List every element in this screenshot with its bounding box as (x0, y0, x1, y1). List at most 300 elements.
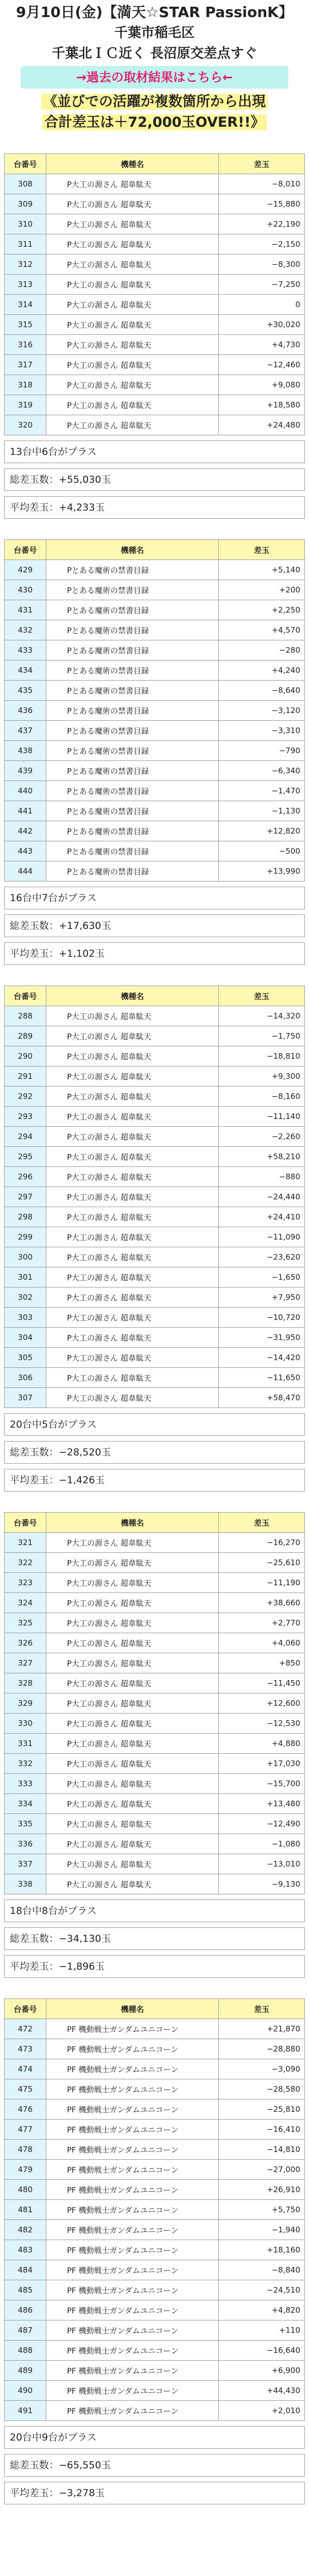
machine-name-cell: P大工の源さん 超韋駄天 (46, 1734, 219, 1754)
total-difference-summary: 総差玉数：−34,130玉 (4, 1927, 305, 1950)
table-row (5, 620, 305, 640)
page-header (0, 0, 309, 133)
machine-number-cell: 334 (5, 1794, 46, 1814)
machine-number-cell: 314 (5, 295, 46, 315)
summary-spacer (4, 937, 305, 942)
machine-number-cell: 316 (5, 335, 46, 355)
table-row (5, 275, 305, 295)
difference-cell: +2,250 (219, 600, 305, 620)
difference-cell: −31,950 (219, 1328, 305, 1348)
header-machine-number: 台番号 (5, 154, 46, 174)
machine-name-cell: PF 機動戦士ガンダムユニコーン (46, 2320, 219, 2341)
average-difference-summary: 平均差玉：+4,233玉 (4, 496, 305, 519)
machine-name-cell: P大工の源さん 超韋駄天 (46, 395, 219, 415)
table-row (5, 1388, 305, 1408)
summary-spacer (4, 2421, 305, 2426)
difference-cell: 0 (219, 295, 305, 315)
machine-number-cell: 306 (5, 1368, 46, 1388)
machine-name-cell: PF 機動戦士ガンダムユニコーン (46, 2120, 219, 2140)
machine-number-cell: 337 (5, 1854, 46, 1874)
machine-number-cell: 336 (5, 1834, 46, 1854)
machine-name-cell: P大工の源さん 超韋駄天 (46, 355, 219, 375)
table-row (5, 721, 305, 741)
difference-cell: +4,880 (219, 1734, 305, 1754)
machine-number-cell: 442 (5, 821, 46, 841)
difference-cell: −3,310 (219, 721, 305, 741)
machine-name-cell: P大工の源さん 超韋駄天 (46, 1388, 219, 1408)
machine-name-cell: Pとある魔術の禁書目録 (46, 681, 219, 701)
table-row (5, 2280, 305, 2300)
machine-number-cell: 483 (5, 2240, 46, 2260)
machine-number-cell: 297 (5, 1187, 46, 1207)
table-row (5, 1308, 305, 1328)
table-row (5, 315, 305, 335)
difference-cell: +200 (219, 580, 305, 600)
difference-cell: +17,030 (219, 1754, 305, 1774)
table-row (5, 375, 305, 395)
machine-name-cell: P大工の源さん 超韋駄天 (46, 1693, 219, 1714)
difference-cell: −12,490 (219, 1814, 305, 1834)
machine-number-cell: 310 (5, 214, 46, 234)
difference-cell: +24,410 (219, 1207, 305, 1227)
machine-number-cell: 440 (5, 781, 46, 801)
table-row (5, 2260, 305, 2280)
table-row (5, 1227, 305, 1247)
machine-name-cell: Pとある魔術の禁書目録 (46, 600, 219, 620)
header-difference: 差玉 (219, 1513, 305, 1533)
table-row (5, 1187, 305, 1207)
machine-number-cell: 434 (5, 660, 46, 681)
table-row (5, 395, 305, 415)
machine-name-cell: P大工の源さん 超韋駄天 (46, 1046, 219, 1066)
header-difference: 差玉 (219, 540, 305, 560)
table-header-row (5, 540, 305, 560)
section-spacer (0, 133, 309, 154)
machine-name-cell: Pとある魔術の禁書目録 (46, 560, 219, 580)
difference-cell: −18,810 (219, 1046, 305, 1066)
machine-number-cell: 300 (5, 1247, 46, 1267)
difference-cell: −12,530 (219, 1714, 305, 1734)
machine-number-cell: 487 (5, 2320, 46, 2341)
difference-cell: −280 (219, 640, 305, 660)
machine-number-cell: 309 (5, 194, 46, 214)
machine-name-cell: P大工の源さん 超韋駄天 (46, 1287, 219, 1308)
machine-name-cell: PF 機動戦士ガンダムユニコーン (46, 2341, 219, 2361)
machine-name-cell: Pとある魔術の禁書目録 (46, 841, 219, 861)
results-sections (0, 133, 309, 2504)
machine-number-cell: 320 (5, 415, 46, 435)
difference-cell: −11,650 (219, 1368, 305, 1388)
machine-name-cell: P大工の源さん 超韋駄天 (46, 194, 219, 214)
machine-number-cell: 325 (5, 1613, 46, 1633)
machine-number-cell: 472 (5, 2019, 46, 2039)
machine-name-cell: P大工の源さん 超韋駄天 (46, 1167, 219, 1187)
machine-number-cell: 298 (5, 1207, 46, 1227)
difference-cell: −10,720 (219, 1308, 305, 1328)
machine-number-cell: 441 (5, 801, 46, 821)
machine-number-cell: 338 (5, 1874, 46, 1894)
table-row (5, 2401, 305, 2421)
machine-name-cell: PF 機動戦士ガンダムユニコーン (46, 2180, 219, 2200)
machine-name-cell: Pとある魔術の禁書目録 (46, 701, 219, 721)
machine-name-cell: P大工の源さん 超韋駄天 (46, 335, 219, 355)
machine-number-cell: 328 (5, 1673, 46, 1693)
machine-number-cell: 480 (5, 2180, 46, 2200)
machine-number-cell: 432 (5, 620, 46, 640)
machine-number-cell: 476 (5, 2099, 46, 2120)
machine-number-cell: 332 (5, 1754, 46, 1774)
difference-cell: −11,090 (219, 1227, 305, 1247)
machine-number-cell: 303 (5, 1308, 46, 1328)
plus-count-summary: 20台中9台がプラス (4, 2426, 305, 2449)
header-difference: 差玉 (219, 986, 305, 1006)
table-row (5, 415, 305, 435)
table-row (5, 1167, 305, 1187)
table-row (5, 660, 305, 681)
difference-cell: +4,730 (219, 335, 305, 355)
difference-cell: −8,300 (219, 255, 305, 275)
section-spacer (0, 1492, 309, 1512)
table-row (5, 1287, 305, 1308)
difference-cell: −1,130 (219, 801, 305, 821)
table-row (5, 2099, 305, 2120)
difference-cell: −16,640 (219, 2341, 305, 2361)
difference-cell: −12,460 (219, 355, 305, 375)
machine-number-cell: 299 (5, 1227, 46, 1247)
difference-cell: −15,700 (219, 1774, 305, 1794)
header-machine-number: 台番号 (5, 540, 46, 560)
header-machine-number: 台番号 (5, 1999, 46, 2019)
table-row (5, 841, 305, 861)
machine-name-cell: Pとある魔術の禁書目録 (46, 741, 219, 761)
summary-spacer (4, 1436, 305, 1441)
machine-name-cell: Pとある魔術の禁書目録 (46, 821, 219, 841)
table-header-row (5, 986, 305, 1006)
difference-cell: −14,320 (219, 1006, 305, 1026)
machine-number-cell: 481 (5, 2200, 46, 2220)
machine-number-cell: 484 (5, 2260, 46, 2280)
table-row (5, 1147, 305, 1167)
difference-cell: +26,910 (219, 2180, 305, 2200)
machine-number-cell: 301 (5, 1267, 46, 1287)
difference-cell: −16,270 (219, 1533, 305, 1553)
difference-cell: −790 (219, 741, 305, 761)
machine-number-cell: 307 (5, 1388, 46, 1408)
plus-count-summary: 16台中7台がプラス (4, 887, 305, 909)
machine-name-cell: PF 機動戦士ガンダムユニコーン (46, 2280, 219, 2300)
table-row (5, 2220, 305, 2240)
difference-cell: −1,080 (219, 1834, 305, 1854)
table-row (5, 2019, 305, 2039)
results-section (4, 986, 305, 1492)
machine-name-cell: P大工の源さん 超韋駄天 (46, 1227, 219, 1247)
machine-number-cell: 439 (5, 761, 46, 781)
table-row (5, 2120, 305, 2140)
machine-number-cell: 478 (5, 2140, 46, 2160)
table-row (5, 2240, 305, 2260)
machine-number-cell: 329 (5, 1693, 46, 1714)
difference-cell: −28,580 (219, 2079, 305, 2099)
machine-name-cell: P大工の源さん 超韋駄天 (46, 255, 219, 275)
average-difference-summary: 平均差玉：−1,426玉 (4, 1469, 305, 1492)
machine-number-cell: 475 (5, 2079, 46, 2099)
table-row (5, 2180, 305, 2200)
machine-name-cell: Pとある魔術の禁書目録 (46, 620, 219, 640)
table-row (5, 1734, 305, 1754)
table-row (5, 1653, 305, 1673)
table-row (5, 2381, 305, 2401)
machine-name-cell: P大工の源さん 超韋駄天 (46, 1247, 219, 1267)
table-row (5, 1673, 305, 1693)
machine-name-cell: PF 機動戦士ガンダムユニコーン (46, 2160, 219, 2180)
machine-number-cell: 335 (5, 1814, 46, 1834)
machine-number-cell: 324 (5, 1593, 46, 1613)
machine-number-cell: 305 (5, 1348, 46, 1368)
difference-cell: +13,480 (219, 1794, 305, 1814)
table-row (5, 1613, 305, 1633)
machine-number-cell: 474 (5, 2059, 46, 2079)
machine-number-cell: 491 (5, 2401, 46, 2421)
machine-name-cell: P大工の源さん 超韋駄天 (46, 1573, 219, 1593)
average-difference-summary: 平均差玉：+1,102玉 (4, 942, 305, 965)
average-difference-summary: 平均差玉：−1,896玉 (4, 1955, 305, 1978)
machine-number-cell: 438 (5, 741, 46, 761)
machine-name-cell: P大工の源さん 超韋駄天 (46, 1348, 219, 1368)
summary-spacer (4, 463, 305, 468)
machine-number-cell: 290 (5, 1046, 46, 1066)
summary-spacer (4, 882, 305, 887)
machine-number-cell: 323 (5, 1573, 46, 1593)
table-row (5, 1533, 305, 1553)
summary-spacer (4, 491, 305, 496)
difference-cell: −1,470 (219, 781, 305, 801)
table-row (5, 560, 305, 580)
machine-number-cell: 312 (5, 255, 46, 275)
difference-cell: −24,510 (219, 2280, 305, 2300)
machine-name-cell: PF 機動戦士ガンダムユニコーン (46, 2059, 219, 2079)
difference-cell: +5,750 (219, 2200, 305, 2220)
difference-cell: +4,820 (219, 2300, 305, 2320)
table-row (5, 681, 305, 701)
summary-spacer (4, 1950, 305, 1955)
machine-name-cell: P大工の源さん 超韋駄天 (46, 1533, 219, 1553)
header-machine-name: 機種名 (46, 1513, 219, 1533)
section-spacer (0, 519, 309, 539)
machine-number-cell: 430 (5, 580, 46, 600)
machine-number-cell: 313 (5, 275, 46, 295)
results-table (4, 1512, 305, 1894)
summary-spacer (4, 1922, 305, 1927)
headline-line-2 (0, 112, 309, 133)
machine-name-cell: P大工の源さん 超韋駄天 (46, 1553, 219, 1573)
header-machine-number: 台番号 (5, 1513, 46, 1533)
table-row (5, 1593, 305, 1613)
machine-number-cell: 294 (5, 1127, 46, 1147)
headline-text-1: 《並びでの活躍が複数箇所から出現 (41, 94, 268, 110)
difference-cell: +13,990 (219, 861, 305, 882)
machine-name-cell: P大工の源さん 超韋駄天 (46, 1814, 219, 1834)
difference-cell: +38,660 (219, 1593, 305, 1613)
difference-cell: +2,010 (219, 2401, 305, 2421)
header-machine-number: 台番号 (5, 986, 46, 1006)
machine-name-cell: P大工の源さん 超韋駄天 (46, 1207, 219, 1227)
table-row (5, 1874, 305, 1894)
difference-cell: +58,210 (219, 1147, 305, 1167)
machine-number-cell: 295 (5, 1147, 46, 1167)
table-row (5, 821, 305, 841)
past-results-link[interactable]: →過去の取材結果はこちら← (21, 66, 288, 89)
difference-cell: −7,250 (219, 275, 305, 295)
table-row (5, 2039, 305, 2059)
table-row (5, 1127, 305, 1147)
machine-name-cell: P大工の源さん 超韋駄天 (46, 1854, 219, 1874)
difference-cell: −1,940 (219, 2220, 305, 2240)
summary-spacer (4, 909, 305, 914)
machine-name-cell: PF 機動戦士ガンダムユニコーン (46, 2361, 219, 2381)
machine-name-cell: PF 機動戦士ガンダムユニコーン (46, 2140, 219, 2160)
table-row (5, 1328, 305, 1348)
machine-number-cell: 444 (5, 861, 46, 882)
difference-cell: +9,080 (219, 375, 305, 395)
machine-number-cell: 443 (5, 841, 46, 861)
machine-number-cell: 433 (5, 640, 46, 660)
machine-name-cell: PF 機動戦士ガンダムユニコーン (46, 2079, 219, 2099)
difference-cell: −8,010 (219, 174, 305, 194)
page-title: 9月10日(金)【満天☆STAR PassionK】 (16, 4, 293, 21)
table-row (5, 1834, 305, 1854)
table-row (5, 1267, 305, 1287)
machine-number-cell: 326 (5, 1633, 46, 1653)
results-table (4, 986, 305, 1408)
header-machine-name: 機種名 (46, 1999, 219, 2019)
difference-cell: −500 (219, 841, 305, 861)
machine-name-cell: P大工の源さん 超韋駄天 (46, 234, 219, 255)
difference-cell: −16,410 (219, 2120, 305, 2140)
difference-cell: −11,140 (219, 1107, 305, 1127)
table-row (5, 580, 305, 600)
summary-spacer (4, 1894, 305, 1900)
table-row (5, 1714, 305, 1734)
table-row (5, 1368, 305, 1388)
store-access: 千葉北ＩＣ近く 長沼原交差点すぐ (52, 46, 258, 61)
machine-number-cell: 429 (5, 560, 46, 580)
table-row (5, 2079, 305, 2099)
difference-cell: −25,810 (219, 2099, 305, 2120)
difference-cell: +18,580 (219, 395, 305, 415)
difference-cell: −3,120 (219, 701, 305, 721)
table-row (5, 1026, 305, 1046)
difference-cell: +4,060 (219, 1633, 305, 1653)
machine-number-cell: 317 (5, 355, 46, 375)
machine-number-cell: 315 (5, 315, 46, 335)
table-row (5, 2160, 305, 2180)
machine-name-cell: PF 機動戦士ガンダムユニコーン (46, 2260, 219, 2280)
section-spacer (0, 965, 309, 986)
store-location: 千葉市稲毛区 (114, 25, 195, 41)
table-row (5, 1066, 305, 1087)
table-row (5, 1573, 305, 1593)
table-row (5, 600, 305, 620)
table-row (5, 1348, 305, 1368)
difference-cell: −2,260 (219, 1127, 305, 1147)
difference-cell: −24,440 (219, 1187, 305, 1207)
machine-name-cell: P大工の源さん 超韋駄天 (46, 1653, 219, 1673)
machine-number-cell: 322 (5, 1553, 46, 1573)
machine-name-cell: P大工の源さん 超韋駄天 (46, 1087, 219, 1107)
machine-number-cell: 489 (5, 2361, 46, 2381)
table-row (5, 1006, 305, 1026)
machine-name-cell: P大工の源さん 超韋駄天 (46, 375, 219, 395)
section-spacer (0, 1978, 309, 1998)
results-section (4, 539, 305, 965)
table-header-row (5, 1513, 305, 1533)
summary-spacer (4, 435, 305, 440)
summary-spacer (4, 2449, 305, 2454)
machine-number-cell: 488 (5, 2341, 46, 2361)
machine-number-cell: 291 (5, 1066, 46, 1087)
header-difference: 差玉 (219, 1999, 305, 2019)
machine-number-cell: 296 (5, 1167, 46, 1187)
machine-number-cell: 319 (5, 395, 46, 415)
difference-cell: −14,810 (219, 2140, 305, 2160)
machine-name-cell: P大工の源さん 超韋駄天 (46, 174, 219, 194)
difference-cell: +22,190 (219, 214, 305, 234)
machine-number-cell: 486 (5, 2300, 46, 2320)
machine-name-cell: Pとある魔術の禁書目録 (46, 640, 219, 660)
machine-number-cell: 477 (5, 2120, 46, 2140)
difference-cell: +6,900 (219, 2361, 305, 2381)
difference-cell: +850 (219, 1653, 305, 1673)
machine-name-cell: Pとある魔術の禁書目録 (46, 761, 219, 781)
table-row (5, 2200, 305, 2220)
table-row (5, 1553, 305, 1573)
total-difference-summary: 総差玉数：+55,030玉 (4, 468, 305, 491)
machine-name-cell: P大工の源さん 超韋駄天 (46, 1006, 219, 1026)
machine-number-cell: 308 (5, 174, 46, 194)
difference-cell: +30,020 (219, 315, 305, 335)
difference-cell: −15,880 (219, 194, 305, 214)
results-table (4, 154, 305, 435)
table-row (5, 234, 305, 255)
machine-name-cell: PF 機動戦士ガンダムユニコーン (46, 2099, 219, 2120)
machine-number-cell: 435 (5, 681, 46, 701)
machine-name-cell: PF 機動戦士ガンダムユニコーン (46, 2220, 219, 2240)
difference-cell: +12,600 (219, 1693, 305, 1714)
machine-number-cell: 288 (5, 1006, 46, 1026)
table-row (5, 1207, 305, 1227)
table-row (5, 174, 305, 194)
machine-name-cell: P大工の源さん 超韋駄天 (46, 1328, 219, 1348)
machine-name-cell: P大工の源さん 超韋駄天 (46, 315, 219, 335)
table-row (5, 781, 305, 801)
machine-number-cell: 473 (5, 2039, 46, 2059)
table-row (5, 741, 305, 761)
machine-name-cell: P大工の源さん 超韋駄天 (46, 1026, 219, 1046)
machine-number-cell: 331 (5, 1734, 46, 1754)
machine-number-cell: 333 (5, 1774, 46, 1794)
total-difference-summary: 総差玉数：−28,520玉 (4, 1441, 305, 1464)
machine-name-cell: PF 機動戦士ガンダムユニコーン (46, 2039, 219, 2059)
machine-name-cell: P大工の源さん 超韋駄天 (46, 1187, 219, 1207)
headline-text-2: 合計差玉は＋72,000玉OVER!!》 (42, 114, 266, 130)
machine-name-cell: PF 機動戦士ガンダムユニコーン (46, 2019, 219, 2039)
headline-line-1 (0, 92, 309, 112)
difference-cell: +110 (219, 2320, 305, 2341)
machine-name-cell: P大工の源さん 超韋駄天 (46, 1774, 219, 1794)
machine-number-cell: 485 (5, 2280, 46, 2300)
difference-cell: −9,130 (219, 1874, 305, 1894)
machine-number-cell: 490 (5, 2381, 46, 2401)
